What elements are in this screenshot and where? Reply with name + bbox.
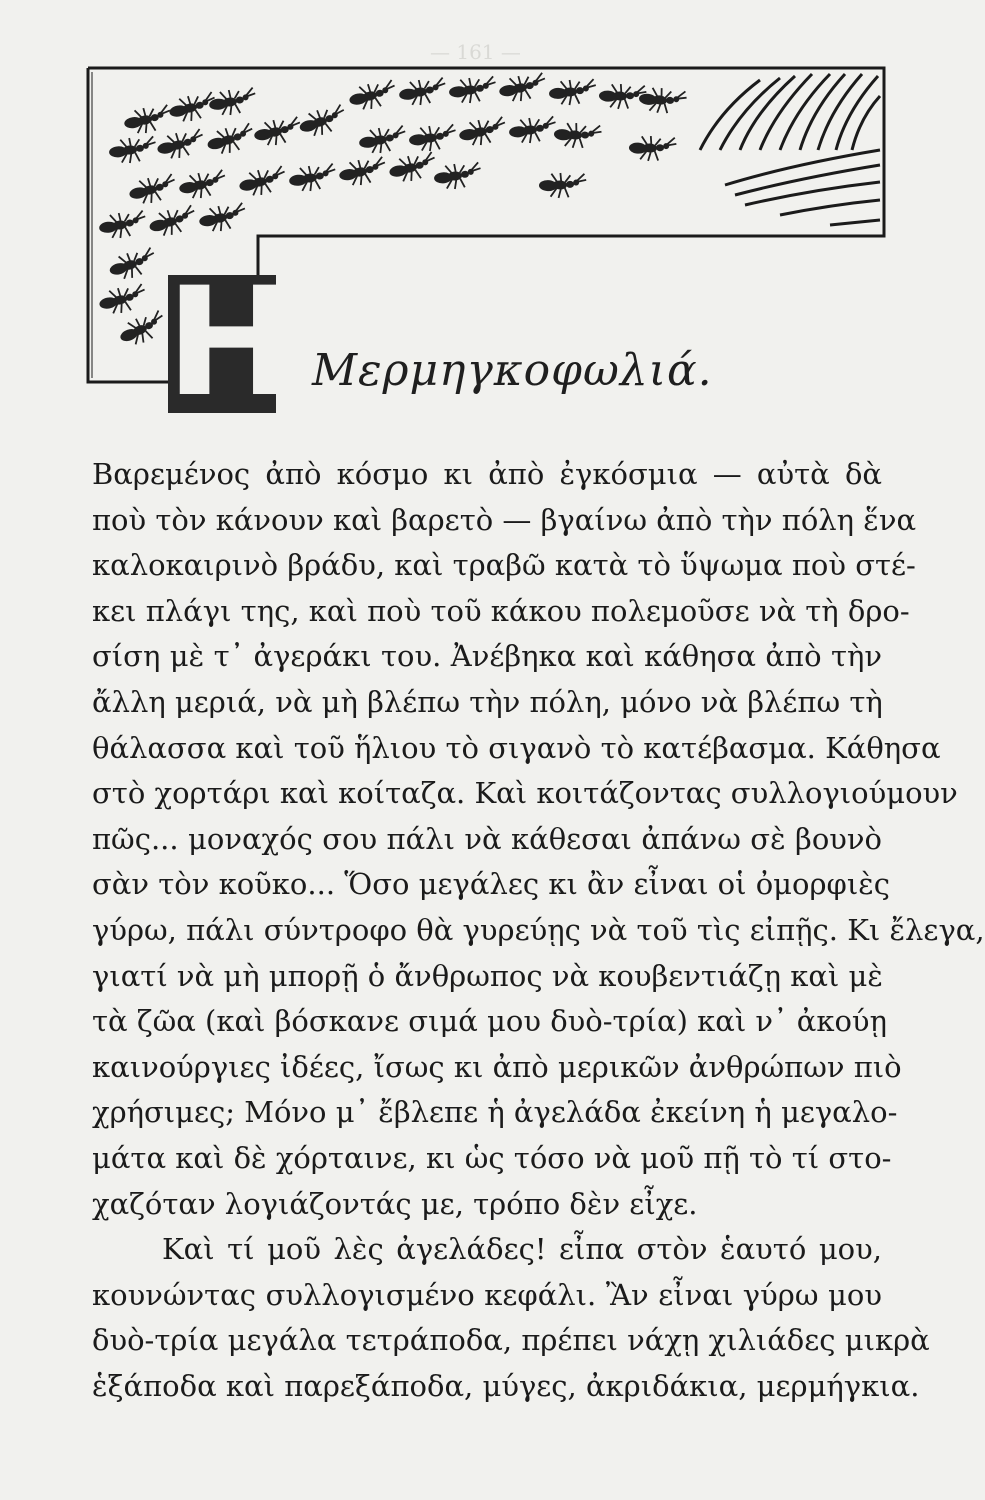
text-line: ἄλλη μεριά, νὰ μὴ βλέπω τὴν πόλη, μόνο νὰ βλέπω τὴ xyxy=(92,684,883,719)
text-line: Βαρεμένος ἀπὸ κόσμο κι ἀπὸ ἐγκόσμια — αὐτὰ δὰ xyxy=(92,457,882,491)
drop-cap-letter: Η xyxy=(165,256,298,430)
text-line: χαζόταν λογιάζοντάς με, τρόπο δὲν εἶχε. xyxy=(92,1186,698,1221)
drop-cap xyxy=(165,256,298,430)
text-line: μάτα καὶ δὲ χόρταινε, κι ὡς τόσο νὰ μοῦ πῇ τὸ τί στο- xyxy=(92,1140,892,1175)
chapter-title: Μερμηγκοφωλιά. xyxy=(312,345,713,396)
text-line: κει πλάγι της, καὶ ποὺ τοῦ κάκου πολεμοῦσε νὰ τὴ δρο- xyxy=(92,593,910,628)
text-line: σίση μὲ τ᾽ ἀγεράκι του. Ἀνέβηκα καὶ κάθησα ἀπὸ τὴν xyxy=(92,639,882,674)
text-line: τὰ ζῶα (καὶ βόσκανε σιμά μου δυὸ-τρία) καὶ ν᾽ ἀκούῃ xyxy=(92,1004,887,1039)
text-line: καλοκαιρινὸ βράδυ, καὶ τραβῶ κατὰ τὸ ὕψωμα ποὺ στέ- xyxy=(92,548,916,583)
text-line: θάλασσα καὶ τοῦ ἥλιου τὸ σιγανὸ τὸ κατέβασμα. Κάθησα xyxy=(92,730,941,765)
text-line: πῶς... μοναχός σου πάλι νὰ κάθεσαι ἀπάνω σὲ βουνὸ xyxy=(92,821,882,856)
text-line: στὸ χορτάρι καὶ κοίταζα. Καὶ κοιτάζοντας συλλογιούμουν xyxy=(92,776,958,811)
text-line: Καὶ τί μοῦ λὲς ἀγελάδες! εἶπα στὸν ἑαυτό μου, xyxy=(162,1232,882,1267)
text-line: ἑξάποδα καὶ παρεξάποδα, μύγες, ἀκριδάκια, μερμήγκια. xyxy=(92,1368,920,1403)
text-line: χρήσιμες; Μόνο μ᾽ ἔβλεπε ἡ ἀγελάδα ἐκείνη ἡ μεγαλο- xyxy=(92,1095,898,1130)
text-line: ποὺ τὸν κάνουν καὶ βαρετὸ — βγαίνω ἀπὸ τὴν πόλη ἕνα xyxy=(92,502,917,537)
body-text xyxy=(92,452,985,1409)
text-line: σὰν τὸν κοῦκο... Ὅσο μεγάλες κι ἂν εἶναι οἱ ὀμορφιὲς xyxy=(92,867,891,902)
text-line: γύρω, πάλι σύντροφο θὰ γυρεύῃς νὰ τοῦ τὶς εἰπῇς. Κι ἔλεγα, xyxy=(92,912,985,947)
page-number: — 161 — xyxy=(430,40,521,64)
text-line: καινούργιες ἰδέες, ἴσως κι ἀπὸ μερικῶν ἀνθρώπων πιὸ xyxy=(92,1049,902,1084)
text-line: γιατί νὰ μὴ μπορῇ ὁ ἄνθρωπος νὰ κουβεντιάζῃ καὶ μὲ xyxy=(92,958,883,993)
text-line: δυὸ-τρία μεγάλα τετράποδα, πρέπει νάχῃ χιλιάδες μικρὰ xyxy=(92,1323,930,1358)
text-line: κουνώντας συλλογισμένο κεφάλι. Ἂν εἶναι γύρω μου xyxy=(92,1277,882,1312)
